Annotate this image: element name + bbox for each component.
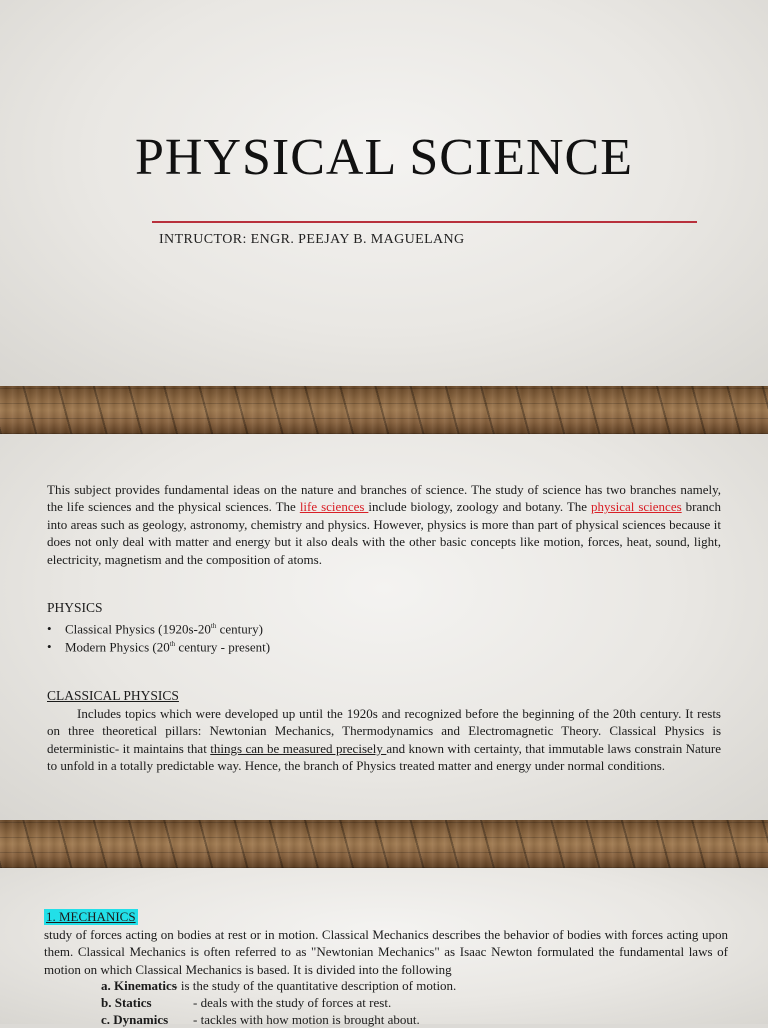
physical-sciences-link[interactable]: physical sciences — [591, 499, 682, 515]
list-item: • Modern Physics (20th century - present) — [47, 639, 271, 655]
title-divider — [152, 221, 697, 223]
life-sciences-link[interactable]: life sciences — [299, 499, 369, 515]
list-item: b. Statics - deals with the study of forces at rest. — [101, 995, 392, 1010]
list-item: • Classical Physics (1920s-20th century) — [47, 621, 263, 637]
list-item: a. Kinematics - is the study of the quantitative description of motion. — [101, 978, 457, 993]
content-slide-intro — [0, 434, 768, 820]
wood-floor-band — [0, 820, 768, 868]
list-item: c. Dynamics - tackles with how motion is brought about. — [101, 1012, 420, 1027]
instructor-subtitle: INTRUCTOR: ENGR. PEEJAY B. MAGUELANG — [159, 232, 465, 247]
physics-heading: PHYSICS — [47, 600, 103, 615]
underlined-phrase: things can be measured precisely — [210, 740, 387, 756]
mechanics-paragraph: study of forces acting on bodies at rest or in motion. Classical Mechanics describes the behavior of bodies with forces acting upon them. Classical Mechanics is often referred to as "Newtonian Mechanics" as Isaac Newton formulated the fundamental laws of motion on which Classical Mechanics is based. It is divided into the following — [44, 927, 728, 977]
title-slide — [0, 0, 768, 386]
page-title: PHYSICAL SCIENCE — [134, 129, 633, 186]
classical-physics-heading: CLASSICAL PHYSICS — [47, 688, 179, 703]
mechanics-label: 1. MECHANICS — [46, 909, 136, 924]
wood-floor-band — [0, 386, 768, 434]
classical-physics-paragraph: Includes topics which were developed up until the 1920s and recognized before the beginning of the 20th century. It rests on three theoretical pillars: Newtonian Mechanics, Thermodynamics and Electromagnetic Theory. Classical Physics is deterministic- it maintains that things can be measured precisely and known with certainty, that immutable laws constrain Nature to unfold in a totally predictable way. Hence, the branch of Physics treated matter and energy under normal conditions. — [47, 706, 722, 774]
intro-paragraph: This subject provides fundamental ideas on the nature and branches of science. The study of science has two branches namely, the life sciences and the physical sciences. The life sciences include biology, zoology and botany. The physical sciences branch into areas such as geology, astronomy, chemistry and physics. However, physics is more than part of physical sciences because it does not only deal with matter and energy but it also deals with the other basic concepts like motion, forces, heat, sound, light, electricity, magnetism and the composition of atoms. — [47, 482, 721, 567]
